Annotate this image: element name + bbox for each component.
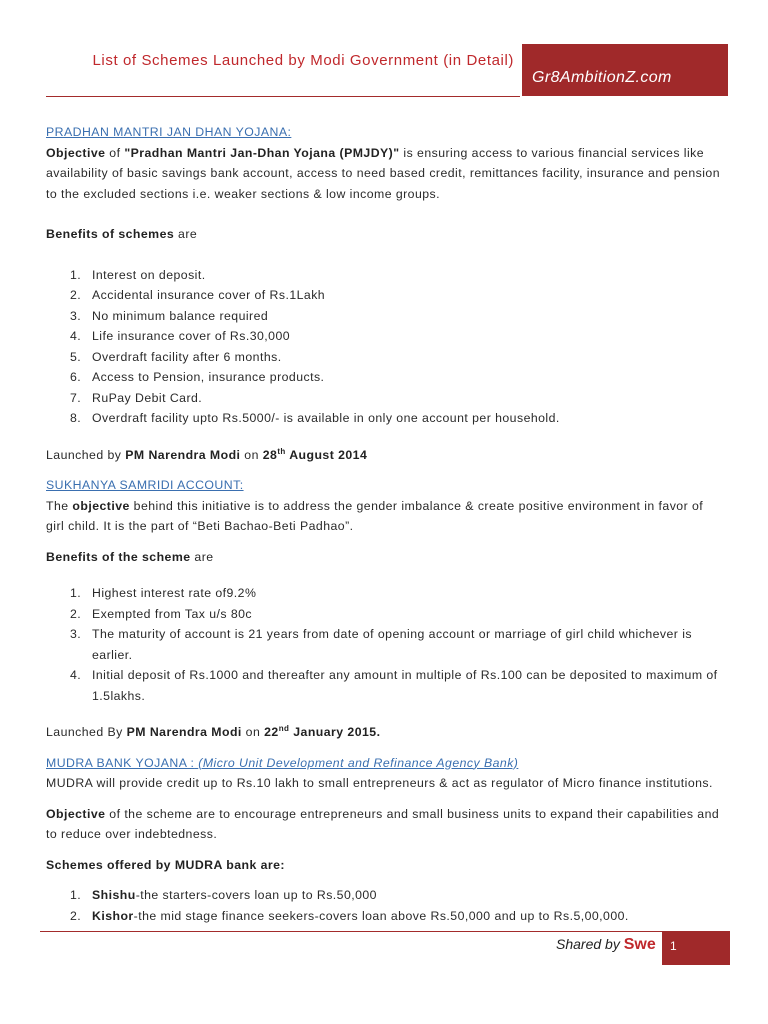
pmjdy-benefits-are: are [178,227,198,241]
list-item: 4. Life insurance cover of Rs.30,000 [70,329,291,343]
list-item: 7. RuPay Debit Card. [70,390,203,405]
list-item: 3. The maturity of account is 21 years from date of opening account or marriage of girl child whichever is earlier. [70,627,692,662]
header-title-box [46,44,520,97]
pmjdy-benefits-label: Benefits of schemes [46,227,175,241]
pmjdy-heading: PRADHAN MANTRI JAN DHAN YOJANA: [46,125,292,139]
ssa-benefits-label-line: Benefits of the scheme are [46,549,214,564]
list-item: 1. Highest interest rate of9.2% [70,586,257,600]
mudra-intro: MUDRA will provide credit up to Rs.10 lakh to small entrepreneurs & act as regulator of Micro finance institutions. [46,776,713,790]
document-body [46,122,722,926]
list-item: 6. Access to Pension, insurance products. [70,370,325,384]
ssa-objective: The objective behind this initiative is to address the gender imbalance & create positive environment in favor of girl child. It is the part of “Beti Bachao-Beti Padhao”. [46,498,704,533]
list-item: 1. Shishu-the starters-covers loan up to Rs.50,000 [70,888,377,902]
pmjdy-objective-label: Objective [46,145,106,160]
pmjdy-benefits-label-line [46,224,722,245]
pmjdy-objective-text: is ensuring access to various financial services like availability of basic savings bank account, access to need based credit, remittances facility, insurance and pension to the excluded sections i.e. weaker sections & low income groups. [46,145,720,201]
list-item: 2. Kishor-the mid stage finance seekers-covers loan above Rs.50,000 and up to Rs.5,00,000. [70,908,629,923]
header-site-box [522,44,728,96]
list-item: 3. No minimum balance required [70,308,269,323]
footer-author: Swe [623,936,656,953]
mudra-heading: MUDRA BANK YOJANA : (Micro Unit Development and Refinance Agency Bank) [46,755,519,770]
footer-divider [40,931,672,932]
list-item: 8. Overdraft facility upto Rs.5000/- is available in only one account per household. [70,411,560,425]
mudra-heading-sub: (Micro Unit Development and Refinance Agency Bank) [198,755,519,770]
site-name: Gr8AmbitionZ.com [532,69,672,86]
footer-shared-by: Shared by Swe [556,936,656,953]
ssa-launch-line: Launched By PM Narendra Modi on 22nd January 2015. [46,723,381,739]
ssa-benefits-list [46,583,722,706]
pmjdy-scheme-name: "Pradhan Mantri Jan-Dhan Yojana (PMJDY)" [124,145,400,160]
list-item: 2. Accidental insurance cover of Rs.1Lakh [70,288,326,302]
list-item: 5. Overdraft facility after 6 months. [70,349,282,364]
mudra-schemes-list [46,885,722,926]
pmjdy-benefits-list [46,265,722,429]
page-title: List of Schemes Launched by Modi Government (in Detail) [92,52,514,69]
list-item: 1. Interest on deposit. [70,267,206,282]
pmjdy-objective [46,143,722,205]
list-item: 2. Exempted from Tax u/s 80c [70,606,253,621]
page-number-box [662,931,730,965]
page-number: 1 [670,939,677,953]
mudra-offered-label: Schemes offered by MUDRA bank are: [46,857,285,872]
mudra-objective: Objective of the scheme are to encourage entrepreneurs and small business units to expand their capabilities and to reduce over indebtedness. [46,806,720,841]
list-item: 4. Initial deposit of Rs.1000 and thereafter any amount in multiple of Rs.100 can be deposited to maximum of 1.5lakhs. [70,668,718,703]
pmjdy-launch-line: Launched by PM Narendra Modi on 28th August 2014 [46,446,368,462]
pmjdy-objective-of: of [109,145,121,160]
ssa-heading: SUKHANYA SAMRIDI ACCOUNT: [46,478,244,492]
